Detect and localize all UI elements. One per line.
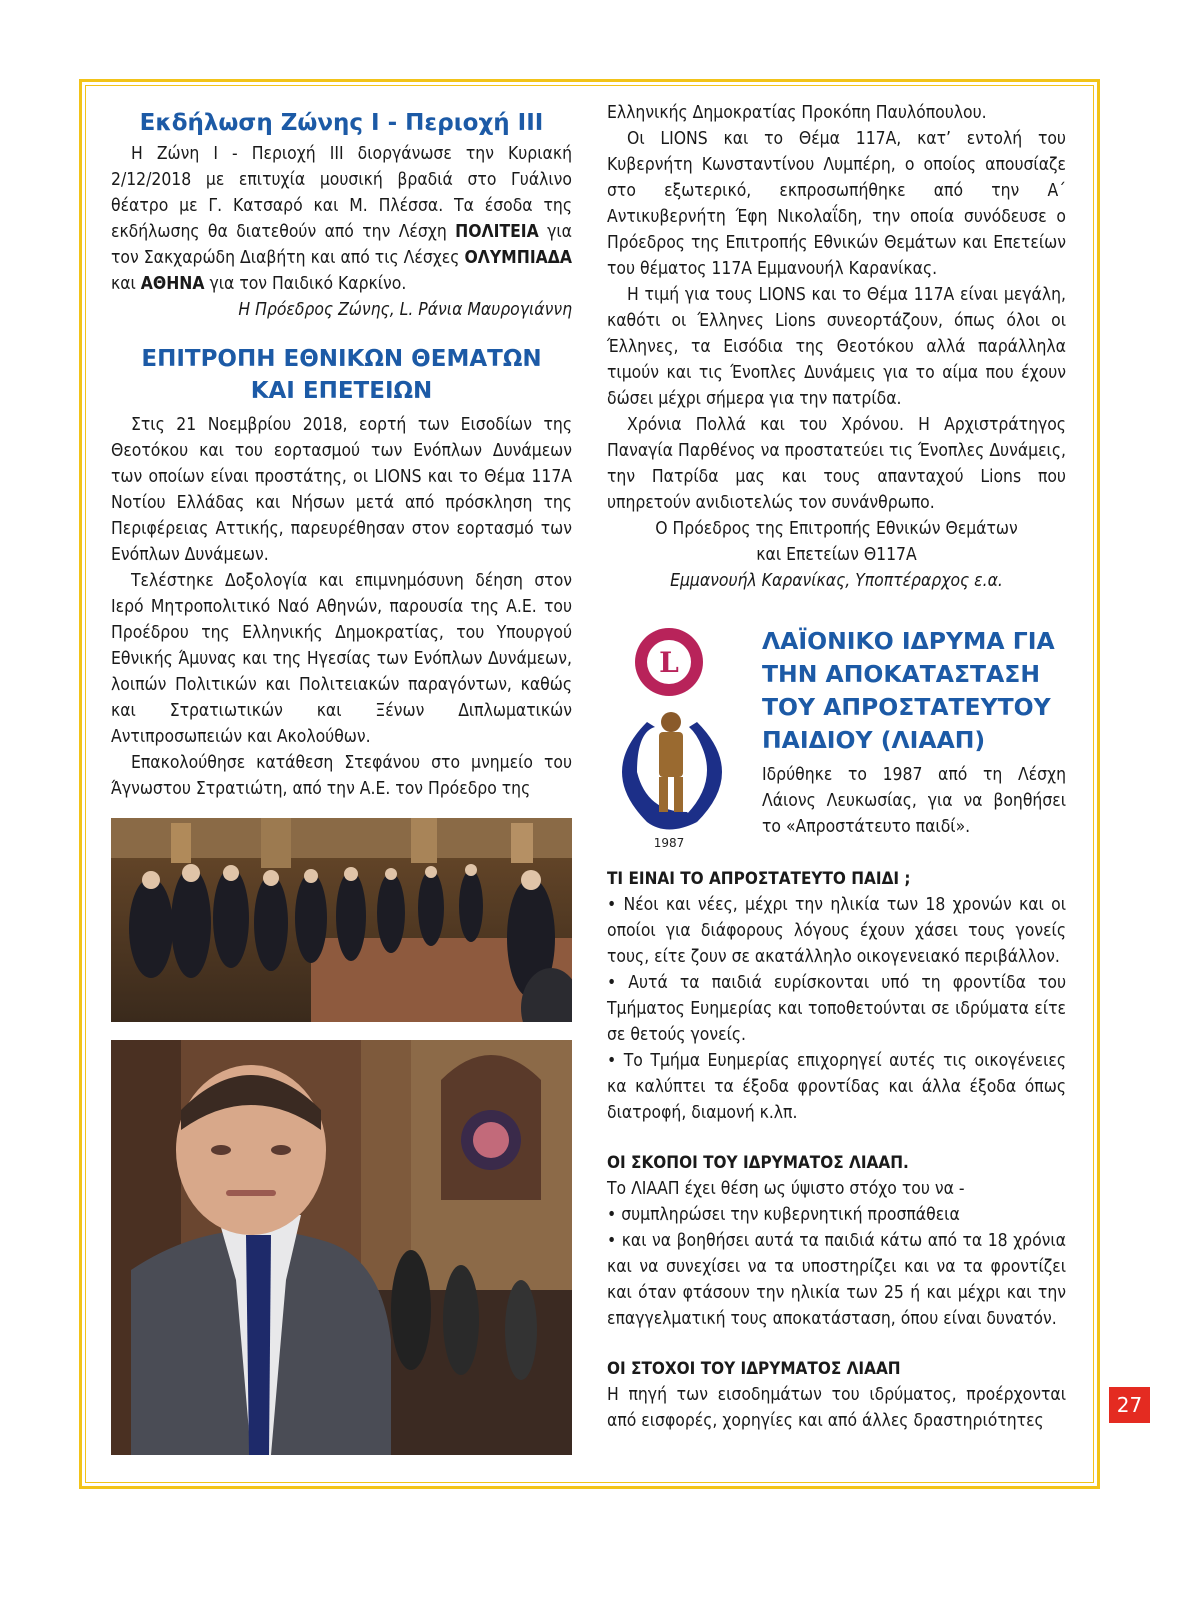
article1-signature: Η Πρόεδρος Ζώνης, L. Ράνια Μαυρογιάννη xyxy=(238,300,572,320)
liaap-sections xyxy=(607,866,1066,1434)
liaap-intro: Ιδρύθηκε το 1987 από τη Λέσχη Λάιονς Λευκωσίας, για να βοηθήσει το «Απροστάτευτο παιδί». xyxy=(762,765,1066,837)
article1-title: Εκδήλωση Ζώνης Ι - Περιοχή ΙΙΙ xyxy=(139,110,544,136)
photo-man-in-church xyxy=(111,1040,572,1455)
article2-signature-line-1: Ο Πρόεδρος της Επιτροπής Εθνικών Θεμάτων xyxy=(655,519,1018,539)
logo-letter: L xyxy=(659,646,679,679)
logo-year: 1987 xyxy=(653,836,685,850)
section2-heading: ΟΙ ΣΚΟΠΟΙ ΤΟΥ ΙΔΡΥΜΑΤΟΣ ΛΙΑΑΠ. xyxy=(607,1153,909,1173)
section2-line-3: • και να βοηθήσει αυτά τα παιδιά κάτω από τα 18 χρόνια και να συνεχίσει να τα υποστηρίζει και να τα φροντίζει και όταν φτάσουν την ηλικία των 25 ή και μέχρι και την επαγγελματική τους αποκατάσταση, όπου είναι δυνατόν. xyxy=(607,1231,1066,1329)
section3-text: Η πηγή των εισοδημάτων του ιδρύματος, προέρχονται από εισφορές, χορηγίες και από άλλες δραστηριότητες xyxy=(607,1385,1066,1431)
article2-paragraph-6: Χρόνια Πολλά και του Χρόνου. Η Αρχιστράτηγος Παναγία Παρθένος να προστατεύει τις Ένοπλες Δυνάμεις, την Πατρίδα μας και τους απανταχού Lions που υπηρετούν ανιδιοτελώς τον συνάνθρωπο. xyxy=(607,415,1066,513)
article2-paragraph-3-continued: Ελληνικής Δημοκρατίας Προκόπη Παυλόπουλου. xyxy=(607,103,987,123)
liaap-logo xyxy=(607,622,747,852)
section1-bullet-2: • Αυτά τα παιδιά ευρίσκονται υπό τη φροντίδα του Τμήματος Ευημερίας και τοποθετούνται σε ιδρύματα είτε σε θετούς γονείς. xyxy=(607,973,1066,1045)
article2-title: ΕΠΙΤΡΟΠΗ ΕΘΝΙΚΩΝ ΘΕΜΑΤΩΝ ΚΑΙ ΕΠΕΤΕΙΩΝ xyxy=(141,346,542,404)
section3-heading: ΟΙ ΣΤΟΧΟΙ ΤΟΥ ΙΔΡΥΜΑΤΟΣ ΛΙΑΑΠ xyxy=(607,1359,901,1379)
liaap-header-block xyxy=(607,622,1066,862)
page-number: 27 xyxy=(1109,1387,1150,1423)
left-column xyxy=(111,100,572,802)
section2-line-2: • συμπληρώσει την κυβερνητική προσπάθεια xyxy=(607,1205,960,1225)
article2-signature-line-2: και Επετείων Θ117Α xyxy=(756,545,917,565)
article2-paragraph-4: Οι LIONS και το Θέμα 117Α, κατ’ εντολή του Κυβερνήτη Κωνσταντίνου Λυμπέρη, ο οποίος απουσίαζε στο εξωτερικό, εκπροσωπήθηκε από την Α΄ Αντικυβερνήτη Έφη Νικολαΐδη, την οποία συνόδευσε ο Πρόεδρος της Επιτροπής Εθνικών Θεμάτων και Επετείων του θέματος 117Α Εμμανουήλ Καρανίκας. xyxy=(607,129,1066,279)
article2-paragraph-3: Επακολούθησε κατάθεση Στεφάνου στο μνημείο του Άγνωστου Στρατιώτη, από την Α.Ε. τον Πρόεδρο της xyxy=(111,753,572,799)
section1-heading: ΤΙ ΕΙΝΑΙ ΤΟ ΑΠΡΟΣΤΑΤΕΥΤΟ ΠΑΙΔΙ ; xyxy=(607,869,911,889)
section2-line-1: Το ΛΙΑΑΠ έχει θέση ως ύψιστο στόχο του να - xyxy=(607,1179,965,1199)
liaap-title: ΛΑΪΟΝΙΚΟ ΙΔΡΥΜΑ ΓΙΑ ΤΗΝ ΑΠΟΚΑΤΑΣΤΑΣΗ ΤΟΥ ΑΠΡΟΣΤΑΤΕΥΤΟΥ ΠΑΙΔΙΟΥ (ΛΙΑΑΠ) xyxy=(762,627,1055,754)
article2-paragraph-1: Στις 21 Νοεμβρίου 2018, εορτή των Εισοδίων της Θεοτόκου και του εορτασμού των Ενόπλων Δυνάμεων των οποίων είναι προστάτης, οι LIONS και το Θέμα 117Α Νοτίου Ελλάδας και Νήσων μετά από πρόσκληση της Περιφέρειας Αττικής, παρευρέθησαν στον εορτασμό των Ενόπλων Δυνάμεων. xyxy=(111,415,572,565)
right-column xyxy=(607,100,1066,594)
section1-bullet-1: • Νέοι και νέες, μέχρι την ηλικία των 18 χρονών και οι οποίοι για διάφορους λόγους έχουν χάσει τους γονείς τους, είτε ζουν σε ακατάλληλο οικογενειακό περιβάλλον. xyxy=(607,895,1066,967)
article1-text: Η Ζώνη Ι - Περιοχή ΙΙΙ διοργάνωσε την Κυριακή 2/12/2018 με επιτυχία μουσική βραδιά στο Γυάλινο θέατρο με Γ. Κατσαρό και Μ. Πλέσσα. Τα έσοδα της εκδήλωσης θα διατεθούν από την Λέσχη ΠΟΛΙΤΕΙΑ για τον Σακχαρώδη Διαβήτη και από τις Λέσχες ΟΛΥΜΠΙΑΔΑ και ΑΘΗΝΑ για τον Παιδικό Καρκίνο. xyxy=(111,144,572,294)
article2-paragraph-5: Η τιμή για τους LIONS και το Θέμα 117Α είναι μεγάλη, καθότι οι Έλληνες Lions συνεορτάζουν, όπως όλοι οι Έλληνες, τα Εισόδια της Θεοτόκου αλλά παράλληλα τιμούν και τις Ένοπλες Δυνάμεις για το αίμα που έχουν δώσει μέχρι σήμερα για την πατρίδα. xyxy=(607,285,1066,409)
article2-signature-line-3: Εμμανουήλ Καρανίκας, Υποπτέραρχος ε.α. xyxy=(670,571,1003,591)
article2-paragraph-2: Τελέστηκε Δοξολογία και επιμνημόσυνη δέηση στον Ιερό Μητροπολιτικό Ναό Αθηνών, παρουσία της Α.Ε. του Προέδρου της Ελληνικής Δημοκρατίας, του Υπουργού Εθνικής Άμυνας και της Ηγεσίας των Ενόπλων Δυνάμεων, λοιπών Πολιτικών και Πολιτειακών παραγόντων, καθώς και Στρατιωτικών και Ξένων Διπλωματικών Αντιπροσωπειών και Ακολούθων. xyxy=(111,571,572,747)
section1-bullet-3: • Το Τμήμα Ευημερίας επιχορηγεί αυτές τις οικογένειες κα καλύπτει τα έξοδα φροντίδας και άλλα έξοδα όπως διατροφή, διαμονή κ.λπ. xyxy=(607,1051,1066,1123)
photo-cathedral-ceremony xyxy=(111,818,572,1022)
